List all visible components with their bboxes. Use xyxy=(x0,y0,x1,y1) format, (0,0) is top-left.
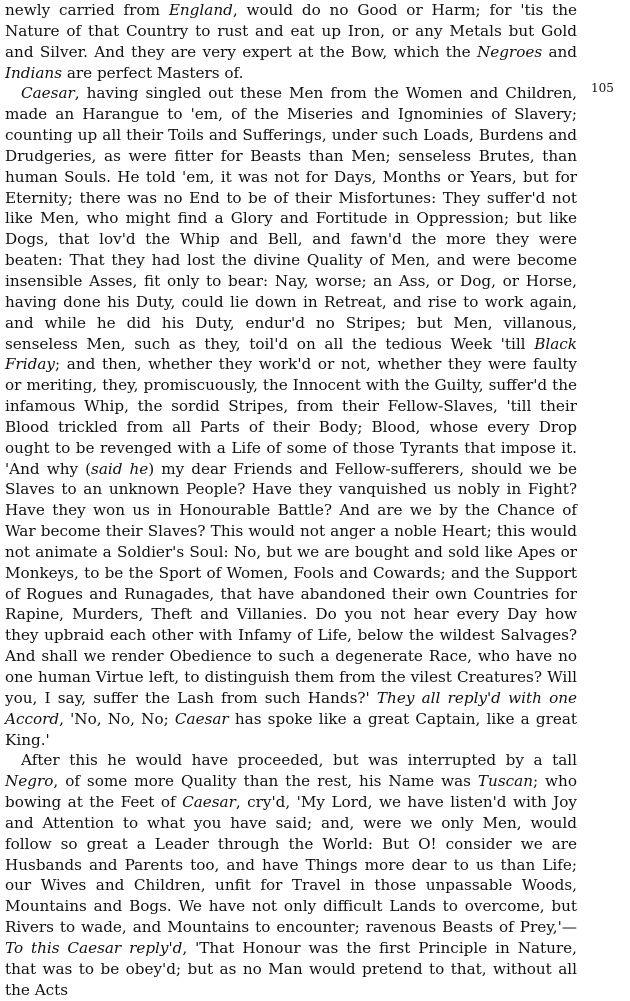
italic-text: Tuscan xyxy=(477,772,533,791)
italic-text: Negroes xyxy=(476,42,543,61)
italic-text: Indians xyxy=(5,63,62,82)
italic-text: Caesar xyxy=(182,793,236,812)
page-body xyxy=(5,0,577,1001)
text-run: After this he would have proceeded, but was interrupted by a tall xyxy=(21,751,577,770)
paragraph xyxy=(5,83,577,750)
italic-text: England xyxy=(168,1,233,19)
text-run: ; and then, whether they work'd or not, whether they were faulty or meriting, they, promiscuously, the Innocent with the Guilty, suffer'd the infamous Whip, the sordid Stripes, from their Fellow-Slaves, 'till their Blood trickled from all Parts of their Body; Blood, whose every Drop ought to be revenged with a Life of some of those Tyrants that impose it. 'And why ( xyxy=(5,355,577,478)
text-run: , 'No, No, No; xyxy=(59,709,175,728)
text-run: ) my dear Friends and Fellow-sufferers, should we be Slaves to an unknown People? Have they vanquished us nobly in Fight? Have they won us in Honourable Battle? And are we by the Chance of War become their Slaves? This would not anger a noble Heart; this would not animate a Soldier's Soul: No, but we are bought and sold like Apes or Monkeys, to be the Sport of Women, Fools and Cowards; and the Support of Rogues and Runagades, that have abandoned their own Countries for Rapine, Murders, Theft and Villanies. Do you not hear every Day how they upbraid each other with Infamy of Life, below the wildest Salvages? And shall we render Obedience to such a degenerate Race, who have no one human Virtue left, to distinguish them from the vilest Creatures? Will you, I say, suffer the Lash from such Hands?' xyxy=(5,459,578,707)
italic-text: said he xyxy=(91,459,149,478)
text-run: , of some more Quality than the rest, his Name was xyxy=(53,772,478,791)
italic-text: They all reply'd with one Accord xyxy=(5,688,577,728)
text-run: ; who bowing at the Feet of xyxy=(5,772,577,812)
italic-text: To this Caesar reply'd xyxy=(5,938,183,957)
text-run: , would do no Good or Harm; for 'tis the Nature of that Country to rust and eat up Iron, or any Metals but Gold and Silver. And they are very expert at the Bow, which the xyxy=(5,1,577,61)
margin-line-number: 105 xyxy=(591,81,614,95)
italic-text: Caesar xyxy=(174,709,229,728)
italic-text: Black Friday xyxy=(5,334,577,374)
text-run: , having singled out these Men from the Women and Children, made an Harangue to 'em, of the Miseries and Ignominies of Slavery; counting up all their Toils and Sufferings, under such Loads, Burdens and Drudgeries, as were fitter for Beasts than Men; senseless Brutes, than human Souls. He told 'em, it was not for Days, Months or Years, but for Eternity; there was no End to be of their Misfortunes: They suffer'd not like Men, who might find a Glory and Fortitude in Oppression; but like Dogs, that lov'd the Whip and Bell, and fawn'd the more they were beaten: That they had lost the divine Quality of Men, and were become insensible Asses, fit only to bear: Nay, worse; an Ass, or Dog, or Horse, having done his Duty, could lie down in Retreat, and rise to work again, and while he did his Duty, endur'd no Stripes; but Men, villanous, senseless Men, such as they, toil'd on all the tedious Week 'till xyxy=(5,84,577,353)
italic-text: Caesar xyxy=(21,84,75,103)
text-run: has spoke like a great Captain, like a great King.' xyxy=(5,709,577,749)
italic-text: Negro xyxy=(5,772,54,791)
text-run: , cry'd, 'My Lord, we have listen'd with Joy and Attention to what you have said; and, were we only Men, would follow so great a Leader through the World: But O! consider we are Husbands and Parents too, and have Things more dear to us than Life; our Wives and Children, unfit for Travel in those unpassable Woods, Mountains and Bogs. We have not only difficult Lands to overcome, but Rivers to wade, and Mountains to encounter; ravenous Beasts of Prey,'— xyxy=(5,793,577,937)
text-run: are perfect Masters of. xyxy=(62,63,244,82)
paragraph xyxy=(5,0,577,83)
text-run: , 'That Honour was the first Principle in Nature, that was to be obey'd; but as no Man would pretend to that, without all the Acts xyxy=(5,938,577,999)
text-run: newly carried from xyxy=(5,1,169,19)
text-run: and xyxy=(542,42,578,61)
paragraph xyxy=(5,750,577,1000)
